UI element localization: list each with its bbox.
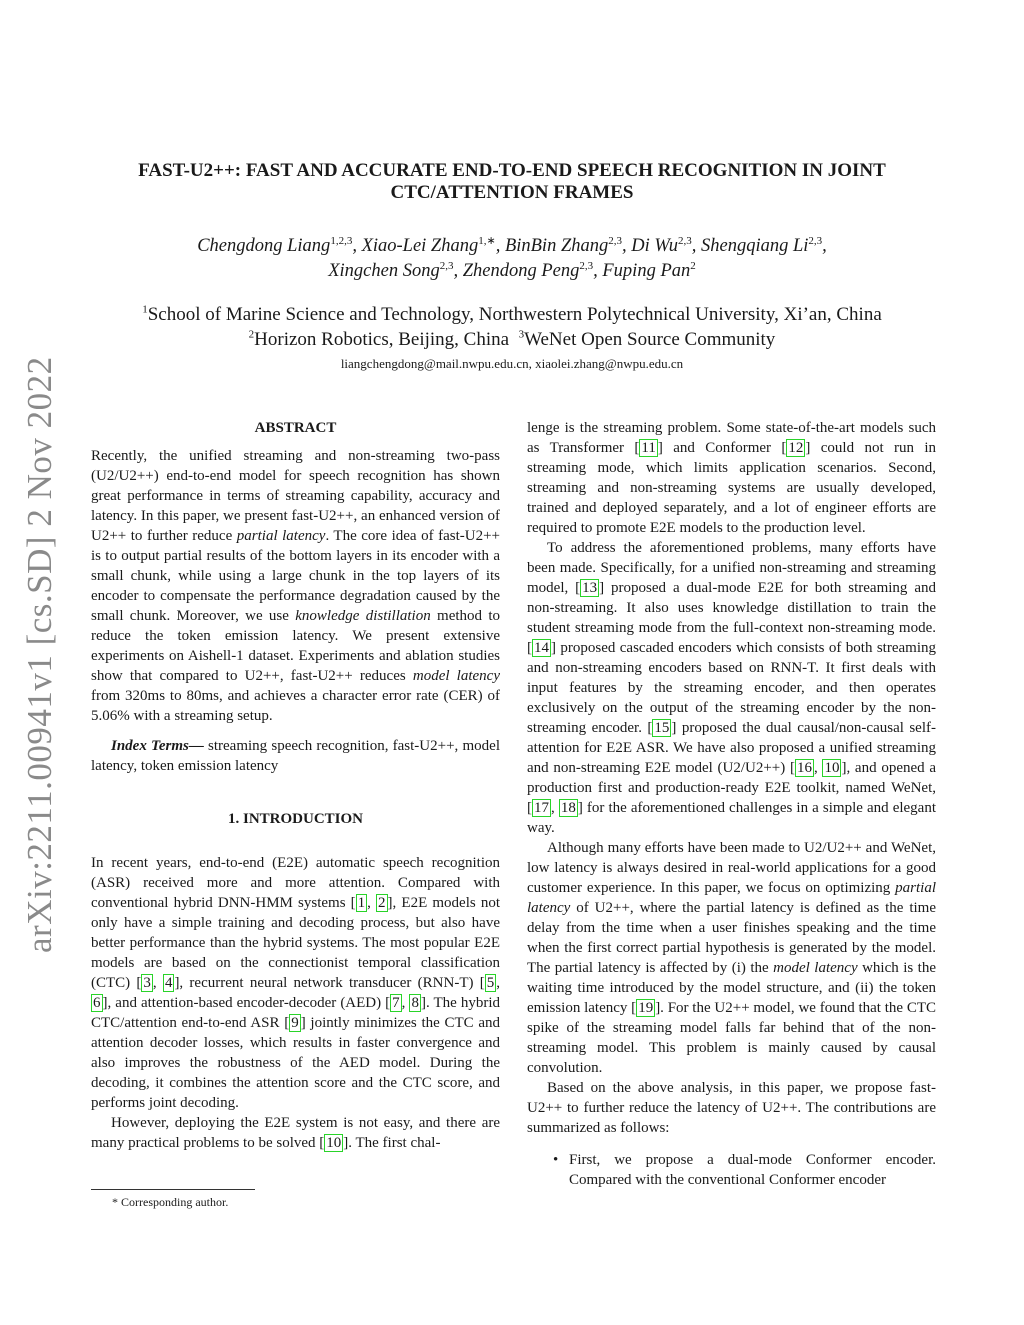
author-name: Fuping Pan	[602, 261, 691, 281]
citation-link[interactable]: 13	[582, 580, 598, 596]
affiliation-2-3	[100, 327, 924, 352]
text-span: ]. For the U2++ model, we found that the CTC spike of the streaming model falls far behind that of the non-streaming model. This problem is mainly caused by causal convolution.	[527, 1000, 936, 1076]
citation-link[interactable]: 14	[534, 640, 549, 656]
text-span: However, deploying the E2E system is not easy, and there are many practical problems to be solved [	[91, 1115, 500, 1151]
author-sep: ,	[593, 261, 603, 281]
author-name: Chengdong Liang	[197, 236, 331, 256]
list-item-text: First, we propose a dual-mode Conformer encoder. Compared with the conventional Conformer encoder	[569, 1152, 936, 1188]
title-line-1: FAST-U2++: FAST AND ACCURATE END-TO-END SPEECH RECOGNITION IN JOINT	[138, 160, 886, 181]
author-name: Xiao-Lei Zhang	[361, 236, 479, 256]
affil-text: WeNet Open Source Community	[524, 329, 776, 350]
text-span: ], and opened a production first and production-ready E2E toolkit, named WeNet, [	[527, 760, 937, 816]
paper-title	[100, 160, 924, 204]
author-affil-sup: 1,2,3	[330, 234, 353, 247]
text-span: ] proposed a dual-mode E2E for both streaming and non-streaming. It also uses knowledge distillation to train the student streaming mode from the full-context non-streaming mode. [	[527, 580, 936, 656]
abstract-emphasis: knowledge distillation	[295, 608, 431, 624]
text-span: ] proposed cascaded encoders which consists of both streaming and non-streaming encoders based on RNN-T. It first deals with input features by the streaming encoder, and then operates exclusively on the output of the streaming encoder by the non-streaming encoder. [	[527, 640, 936, 736]
citation-link[interactable]: 7	[392, 995, 400, 1011]
affil-sup: 1	[142, 303, 148, 316]
text-span: Although many efforts have been made to U2/U2++ and WeNet, low latency is always desired in real-world applications for a good customer experience. In this paper, we focus on optimizing	[527, 840, 936, 896]
author-affil-sup: 2,3	[608, 234, 622, 247]
right-column	[527, 418, 936, 1190]
author-affil-sup: 2	[690, 259, 696, 272]
abstract-heading: ABSTRACT	[254, 420, 337, 436]
citation-link[interactable]: 10	[824, 760, 840, 776]
author-name: Shengqiang Li	[701, 236, 809, 256]
abstract-emphasis: partial latency	[236, 528, 326, 544]
citation-link[interactable]: 9	[291, 1015, 299, 1031]
text-span: ] for the aforementioned challenges in a simple and elegant way.	[527, 800, 937, 836]
citation-link[interactable]: 10	[326, 1135, 342, 1151]
list-item	[527, 1150, 936, 1190]
text-span: ] could not run in streaming mode, which limits application scenarios. Second, streaming and non-streaming systems are usually developed, trained and deployed separately, and a lot of engineer efforts are required to promote E2E models to the production level.	[527, 440, 937, 536]
citation-link[interactable]: 3	[143, 975, 151, 991]
author-sep: ,	[352, 236, 362, 256]
text-span: To address the aforementioned problems, many efforts have been made. Specifically, for a unified non-streaming and streaming model, [	[527, 540, 936, 596]
footnote-rule	[91, 1189, 255, 1190]
footnote: * Corresponding author.	[112, 1195, 229, 1209]
intro-paragraph-1: In recent years, end-to-end (E2E) automatic speech recognition (ASR) received more and more attention. Compared with conventional hybrid DNN-HMM systems [ 1 , 2 ], E2E models not only have a simple training and decoding process, but also have better performance than the hybrid systems. The most popular E2E models are based on the connectionist temporal classification (CTC) [ 3 , 4 ], recurrent neural network transducer (RNN-T) [ 5 , 6 ], and attention-based encoder-decoder (AED) [ 7 , 8 ]. The hybrid CTC/attention end-to-end ASR [ 9 ] jointly minimizes the CTC and attention decoder losses, which results in faster convergence and also improves the robustness of the AED model. During the decoding, it combines the attention score and the CTC score, and performs joint decoding.	[91, 855, 501, 1111]
author-line-2	[100, 259, 924, 284]
affil-text: Horizon Robotics, Beijing, China	[254, 329, 510, 350]
citation-link[interactable]: 2	[378, 895, 386, 911]
abstract-text	[91, 446, 500, 726]
citation-link[interactable]: 19	[638, 1000, 654, 1016]
author-name: Xingchen Song	[328, 261, 440, 281]
index-terms-text: streaming speech recognition, fast-U2++, model latency, token emission latency	[91, 738, 501, 774]
abstract-span: from 320ms to 80ms, and achieves a character error rate (CER) of 5.06% with a streaming setup.	[91, 688, 500, 724]
arxiv-identifier: arXiv:2211.00941v1 [cs.SD] 2 Nov 2022	[20, 356, 59, 954]
text-span: lenge is the streaming problem. Some state-of-the-art models such as Transformer [	[527, 420, 936, 456]
intro-paragraph-2-cont	[527, 418, 936, 538]
text-span: ]. The hybrid CTC/attention end-to-end ASR [	[91, 995, 500, 1031]
text-span: ], recurrent neural network transducer (RNN-T) [	[174, 975, 485, 991]
affiliation-1	[100, 302, 924, 327]
emphasis: model latency	[773, 960, 858, 976]
citation-link[interactable]: 17	[534, 800, 549, 816]
author-sep: ,	[621, 236, 632, 256]
text-span: of U2++, where the partial latency is defined as the time delay from the time when a user finishes speaking and the time when the first correct partial hypothesis is generated by the model. The partial latency is affected by (i) the	[527, 900, 936, 976]
author-name: Di Wu	[631, 236, 678, 256]
author-affil-sup: 2,3	[439, 259, 454, 272]
text-span: which is the waiting time introduced by the model structure, and (ii) the token emission latency [	[527, 960, 936, 1016]
citation-link[interactable]: 4	[164, 975, 173, 991]
text-span: ]. The first chal-	[343, 1135, 441, 1151]
text-span: ] proposed the dual causal/non-causal self-attention for E2E ASR. We have also proposed a unified streaming and non-streaming E2E model (U2/U2++) [	[527, 720, 936, 776]
text-span: ], and attention-based encoder-decoder (AED) [	[102, 995, 391, 1011]
citation-link[interactable]: 8	[411, 995, 419, 1011]
author-sep: ,	[453, 261, 463, 281]
abstract-emphasis: model latency	[412, 668, 500, 684]
citation-link[interactable]: 15	[654, 720, 670, 736]
abstract-span: Recently, the unified streaming and non-streaming two-pass (U2/U2++) end-to-end model for speech recognition has shown great performance in terms of streaming capability, accuracy and latency. In this paper, we present fast-U2++, an enhanced version of U2++ to further reduce	[91, 448, 500, 544]
author-affil-sup: 2,3	[579, 259, 594, 272]
left-column	[91, 418, 500, 1153]
citation-link[interactable]: 11	[641, 440, 656, 456]
text-span: ], E2E models not only have a simple training and decoding process, but also have better performance than the hybrid systems. The most popular E2E models are based on the connectionist temporal classification (CTC) [	[91, 895, 501, 991]
citation-link[interactable]: 5	[486, 975, 495, 991]
bullet-icon: •	[553, 1152, 559, 1168]
title-line-2: CTC/ATTENTION FRAMES	[390, 182, 634, 203]
intro-paragraph-3: To address the aforementioned problems, many efforts have been made. Specifically, for a unified non-streaming and streaming model, [ 13 ] proposed a dual-mode E2E for both streaming and non-streaming. It also uses knowledge distillation to train the student streaming mode from the full-context non-streaming mode. [ 14 ] proposed cascaded encoders which consists of both streaming and non-streaming encoders based on RNN-T. It first deals with input features by the streaming encoder, and then operates exclusively on the output of the streaming encoder by the non-streaming encoder. [ 15 ] proposed the dual causal/non-causal self-attention for E2E ASR. We have also proposed a unified streaming and non-streaming E2E model (U2/U2++) [ 16 , 10 ], and opened a production first and production-ready E2E toolkit, named WeNet, [ 17 , 18 ] for the aforementioned challenges in a simple and elegant way.	[527, 540, 937, 836]
citation-link[interactable]: 16	[796, 760, 812, 776]
citation-link[interactable]: 12	[788, 440, 804, 456]
emphasis: partial latency	[527, 880, 936, 916]
author-sep: ,	[495, 236, 505, 256]
intro-paragraph-5: Based on the above analysis, in this paper, we propose fast-U2++ to further reduce the latency of U2++. The contributions are summarized as follows:	[527, 1080, 936, 1136]
author-affil-sup: 2,3	[808, 234, 823, 247]
intro-paragraph-4	[527, 838, 936, 1078]
citation-link[interactable]: 6	[93, 995, 101, 1011]
abstract-span: method to reduce the token emission latency. We present extensive experiments on Aishell-1 dataset. Experiments and ablation studies show that compared to U2++, fast-U2++ reduces	[91, 608, 500, 684]
affil-text: School of Marine Science and Technology, Northwestern Polytechnical University, Xi’an, China	[147, 304, 882, 325]
intro-paragraph-2-start	[91, 1113, 500, 1153]
index-terms-label: Index Terms—	[111, 738, 204, 754]
intro-heading: 1. INTRODUCTION	[227, 811, 363, 827]
citation-link[interactable]: 18	[560, 800, 576, 816]
author-sep: ,	[822, 236, 827, 256]
affil-sup: 3	[518, 328, 525, 341]
text-span: ] jointly minimizes the CTC and attention decoder losses, which results in faster convergence and also improves the robustness of the AED model. During the decoding, it combines the attention score and the CTC score, and performs joint decoding.	[91, 1015, 501, 1111]
affil-sup: 2	[248, 328, 255, 341]
contribution-list	[527, 1150, 936, 1190]
author-emails: liangchengdong@mail.nwpu.edu.cn, xiaolei.zhang@nwpu.edu.cn	[340, 356, 684, 371]
index-terms	[91, 736, 500, 776]
author-name: Zhendong Peng	[462, 261, 580, 281]
author-line-1	[100, 234, 924, 259]
citation-link[interactable]: 1	[357, 895, 366, 911]
text-span: In recent years, end-to-end (E2E) automatic speech recognition (ASR) received more and more attention. Compared with conventional hybrid DNN-HMM systems [	[91, 855, 500, 911]
author-list	[100, 234, 924, 284]
author-affil-sup: 2,3	[678, 234, 692, 247]
abstract-span: . The core idea of fast-U2++ is to output partial results of the bottom layers in its encoder with a small chunk, while using a large chunk in the top layers of its encoder to compensate the performance degradation caused by the small chunk. Moreover, we use	[91, 528, 501, 624]
author-affil-sup: 1,∗	[478, 234, 496, 247]
author-sep: ,	[691, 236, 701, 256]
text-span: ] and Conformer [	[657, 440, 787, 456]
affiliations	[100, 302, 924, 352]
author-name: BinBin Zhang	[504, 236, 609, 256]
